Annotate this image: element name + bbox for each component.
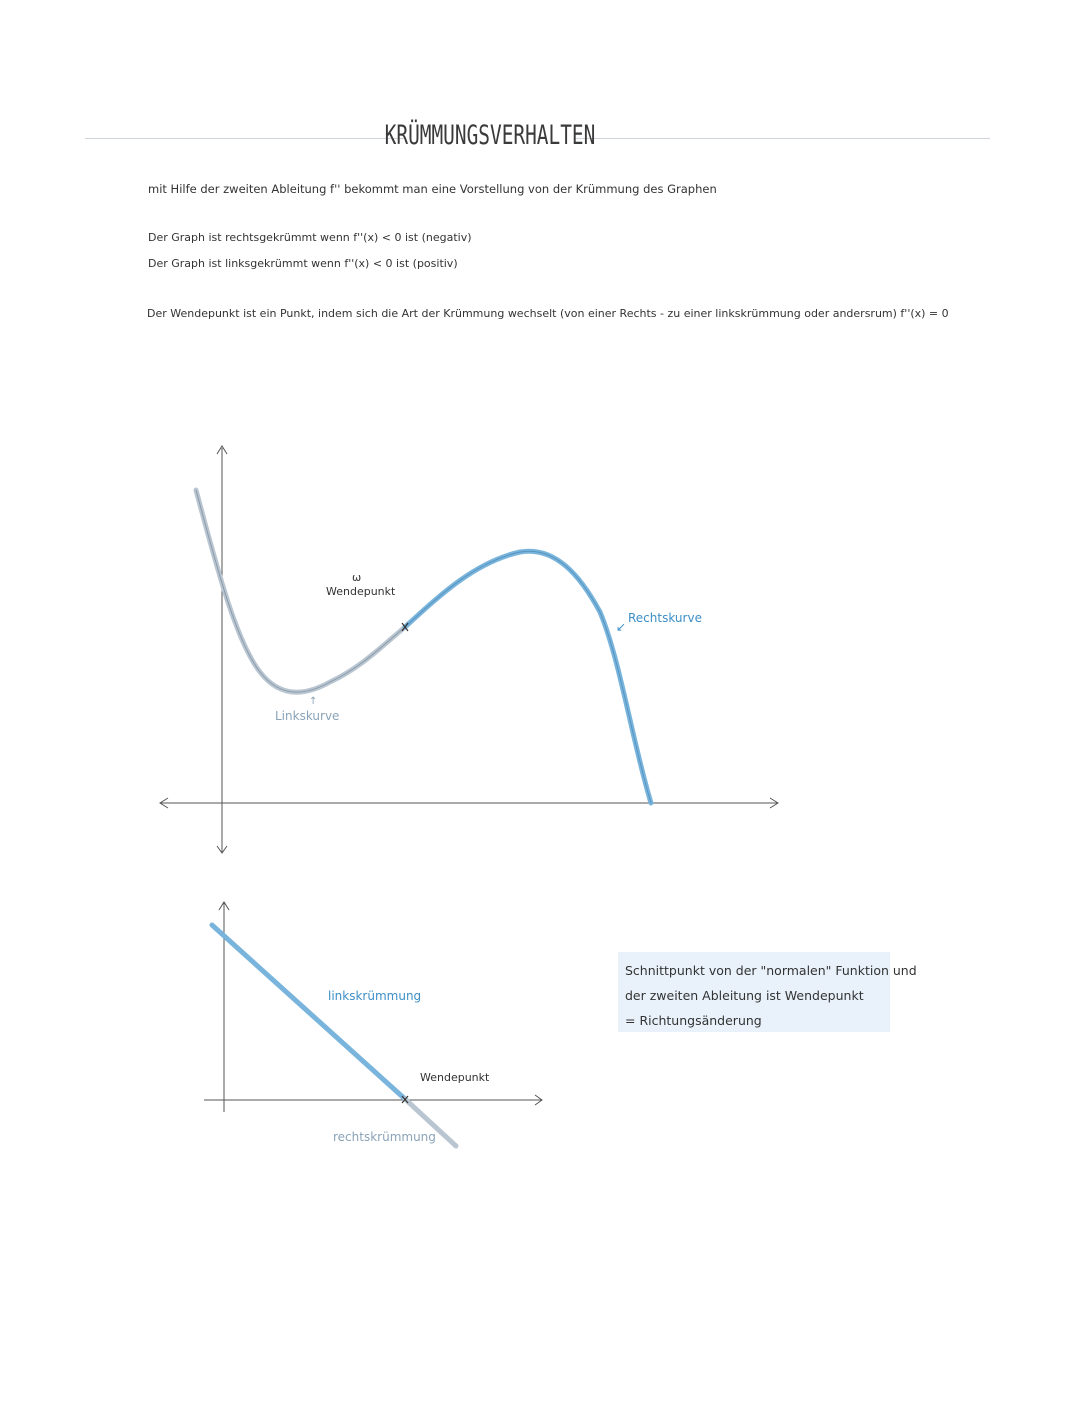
graph2-line-linkskruemmung: [212, 925, 405, 1099]
graph1-arrow-up-icon: ↑: [309, 696, 318, 707]
graph2-rechtskruemmung-label: rechtskrümmung: [333, 1130, 436, 1144]
intro-text: mit Hilfe der zweiten Ableitung f'' bekommt man eine Vorstellung von der Krümmung des Graphen: [148, 182, 717, 196]
info-box-line1: Schnittpunkt von der "normalen" Funktion und: [625, 963, 917, 978]
rule-linksgekruemmt: Der Graph ist linksgekrümmt wenn f''(x) < 0 ist (positiv): [148, 257, 458, 270]
info-box-line2: der zweiten Ableitung ist Wendepunkt: [625, 988, 864, 1003]
graph1-linkskurve-label: Linkskurve: [275, 709, 340, 723]
graph1-wendepunkt-symbol: ω: [352, 571, 362, 584]
page-title: KRÜMMUNGSVERHALTEN: [384, 120, 596, 151]
graph1-arrow-dl-icon: ↙: [616, 620, 627, 634]
rule-rechtsgekruemmt: Der Graph ist rechtsgekrümmt wenn f''(x) < 0 ist (negativ): [148, 231, 472, 244]
graph1-axes: [160, 446, 778, 853]
graph1-wendepunkt-label: Wendepunkt: [326, 585, 396, 598]
info-box-line3: = Richtungsänderung: [625, 1013, 762, 1028]
graph1-rechtskurve-label: Rechtskurve: [628, 611, 702, 625]
graph1-curve-rechtskurve: [405, 551, 651, 803]
graph2-axes: [204, 902, 542, 1112]
graph2-wendepunkt-label: Wendepunkt: [420, 1071, 490, 1084]
inflection-definition: Der Wendepunkt ist ein Punkt, indem sich die Art der Krümmung wechselt (von einer Rechts - zu einer linkskrümmung oder andersrum) f''(x) = 0: [147, 307, 949, 320]
graph2-linkskruemmung-label: linkskrümmung: [328, 989, 422, 1003]
info-box: [618, 952, 917, 1032]
